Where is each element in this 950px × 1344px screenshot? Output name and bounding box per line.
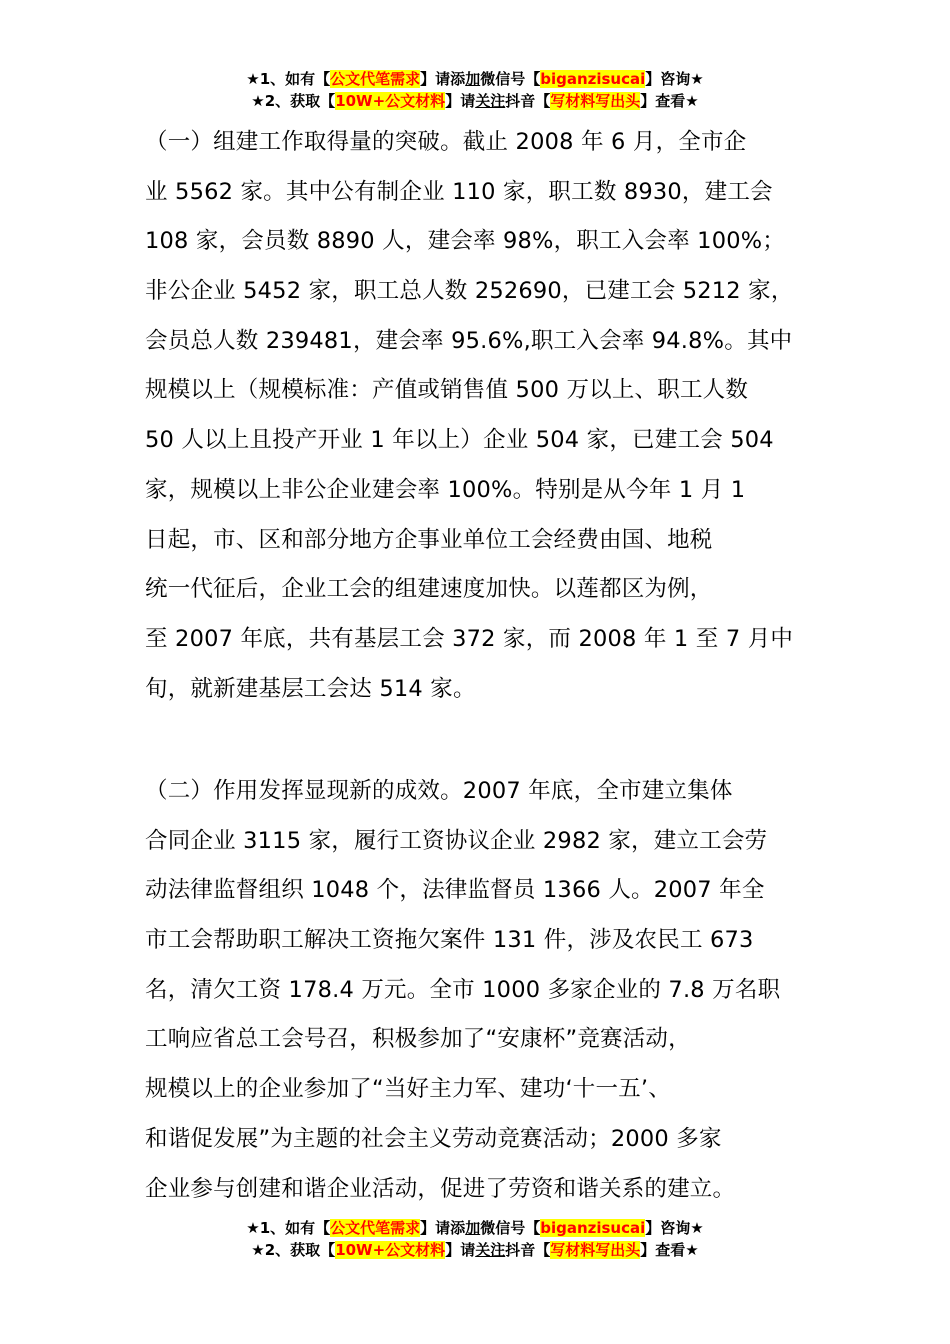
ad-text: 抖音【 [505, 92, 551, 110]
text-line: 规模以上（规模标准：产值或销售值 500 万以上、职工人数 [145, 377, 749, 404]
text-line: 动法律监督组织 1048 个，法律监督员 1366 人。2007 年全 [145, 877, 765, 904]
ad-text: ★2、获取【 [251, 92, 336, 110]
ad-highlight: 公文代笔需求 [330, 70, 421, 88]
text-line: 统一代征后，企业工会的组建速度加快。以莲都区为例， [145, 576, 713, 603]
text-line: 业 5562 家。其中公有制企业 110 家，职工数 8930，建工会 [145, 178, 773, 205]
footer-ad-banner [0, 1217, 950, 1261]
text-line: 规模以上的企业参加了“当好主力军、建功‘十一五’、 [145, 1076, 671, 1103]
text-line: 至 2007 年底，共有基层工会 372 家，而 2008 年 1 至 7 月中 [145, 625, 794, 652]
text-line: 非公企业 5452 家，职工总人数 252690，已建工会 5212 家， [145, 278, 794, 305]
ad-text: 】咨询★ [645, 70, 704, 88]
text-line: 日起，市、区和部分地方企事业单位工会经费由国、地税 [145, 526, 713, 553]
ad-highlight: 10W+公文材料 [335, 92, 446, 110]
text-line: 108 家，会员数 8890 人，建会率 98%，职工入会率 100%； [145, 228, 786, 255]
ad-highlight-wechat-id: biganzisucai [540, 70, 646, 88]
ad-highlight-wechat-id: biganzisucai [540, 1219, 646, 1237]
text-line: 50 人以上且投产开业 1 年以上）企业 504 家，已建工会 504 [145, 427, 774, 454]
ad-line-1 [0, 68, 950, 90]
paragraph-effectiveness [145, 767, 815, 1214]
ad-highlight-douyin: 写材料写出头 [550, 1241, 641, 1259]
ad-text: 】咨询★ [645, 1219, 704, 1237]
ad-highlight: 公文代笔需求 [330, 1219, 421, 1237]
text-line: （一）组建工作取得量的突破。截止 2008 年 6 月，全市企 [145, 129, 747, 155]
ad-text: 微信号【 [480, 70, 541, 88]
text-line: 工响应省总工会号召，积极参加了“安康杯”竞赛活动， [145, 1026, 691, 1053]
paragraph-organization [145, 118, 815, 714]
ad-text: 】请添 [420, 70, 466, 88]
ad-text: 】查看★ [640, 92, 699, 110]
ad-line-2 [0, 90, 950, 112]
ad-underline: 加 [465, 70, 481, 88]
text-line: （二）作用发挥显现新的成效。2007 年底，全市建立集体 [145, 778, 733, 804]
ad-text: ★1、如有【 [246, 1219, 331, 1237]
ad-text: 抖音【 [505, 1241, 551, 1259]
text-line: 企业参与创建和谐企业活动，促进了劳资和谐关系的建立。 [145, 1175, 736, 1202]
ad-line-2 [0, 1239, 950, 1261]
text-line: 合同企业 3115 家，履行工资协议企业 2982 家，建立工会劳 [145, 827, 768, 854]
ad-underline: 关注 [475, 92, 506, 110]
ad-text: 】请 [445, 1241, 476, 1259]
ad-text: ★1、如有【 [246, 70, 331, 88]
ad-underline: 关注 [475, 1241, 506, 1259]
ad-line-1 [0, 1217, 950, 1239]
text-line: 和谐促发展”为主题的社会主义劳动竞赛活动；2000 多家 [145, 1125, 722, 1152]
text-line: 会员总人数 239481，建会率 95.6%,职工入会率 94.8%。其中 [145, 327, 793, 354]
ad-highlight: 10W+公文材料 [335, 1241, 446, 1259]
ad-text: 微信号【 [480, 1219, 541, 1237]
ad-highlight-douyin: 写材料写出头 [550, 92, 641, 110]
ad-underline: 加 [465, 1219, 481, 1237]
text-line: 名，清欠工资 178.4 万元。全市 1000 多家企业的 7.8 万名职 [145, 976, 781, 1003]
text-line: 市工会帮助职工解决工资拖欠案件 131 件，涉及农民工 673 [145, 927, 754, 954]
ad-text: ★2、获取【 [251, 1241, 336, 1259]
text-line: 家，规模以上非公企业建会率 100%。特别是从今年 1 月 1 [145, 476, 746, 503]
ad-text: 】请添 [420, 1219, 466, 1237]
ad-text: 】请 [445, 92, 476, 110]
ad-text: 】查看★ [640, 1241, 699, 1259]
text-line: 旬，就新建基层工会达 514 家。 [145, 675, 476, 702]
header-ad-banner [0, 68, 950, 112]
